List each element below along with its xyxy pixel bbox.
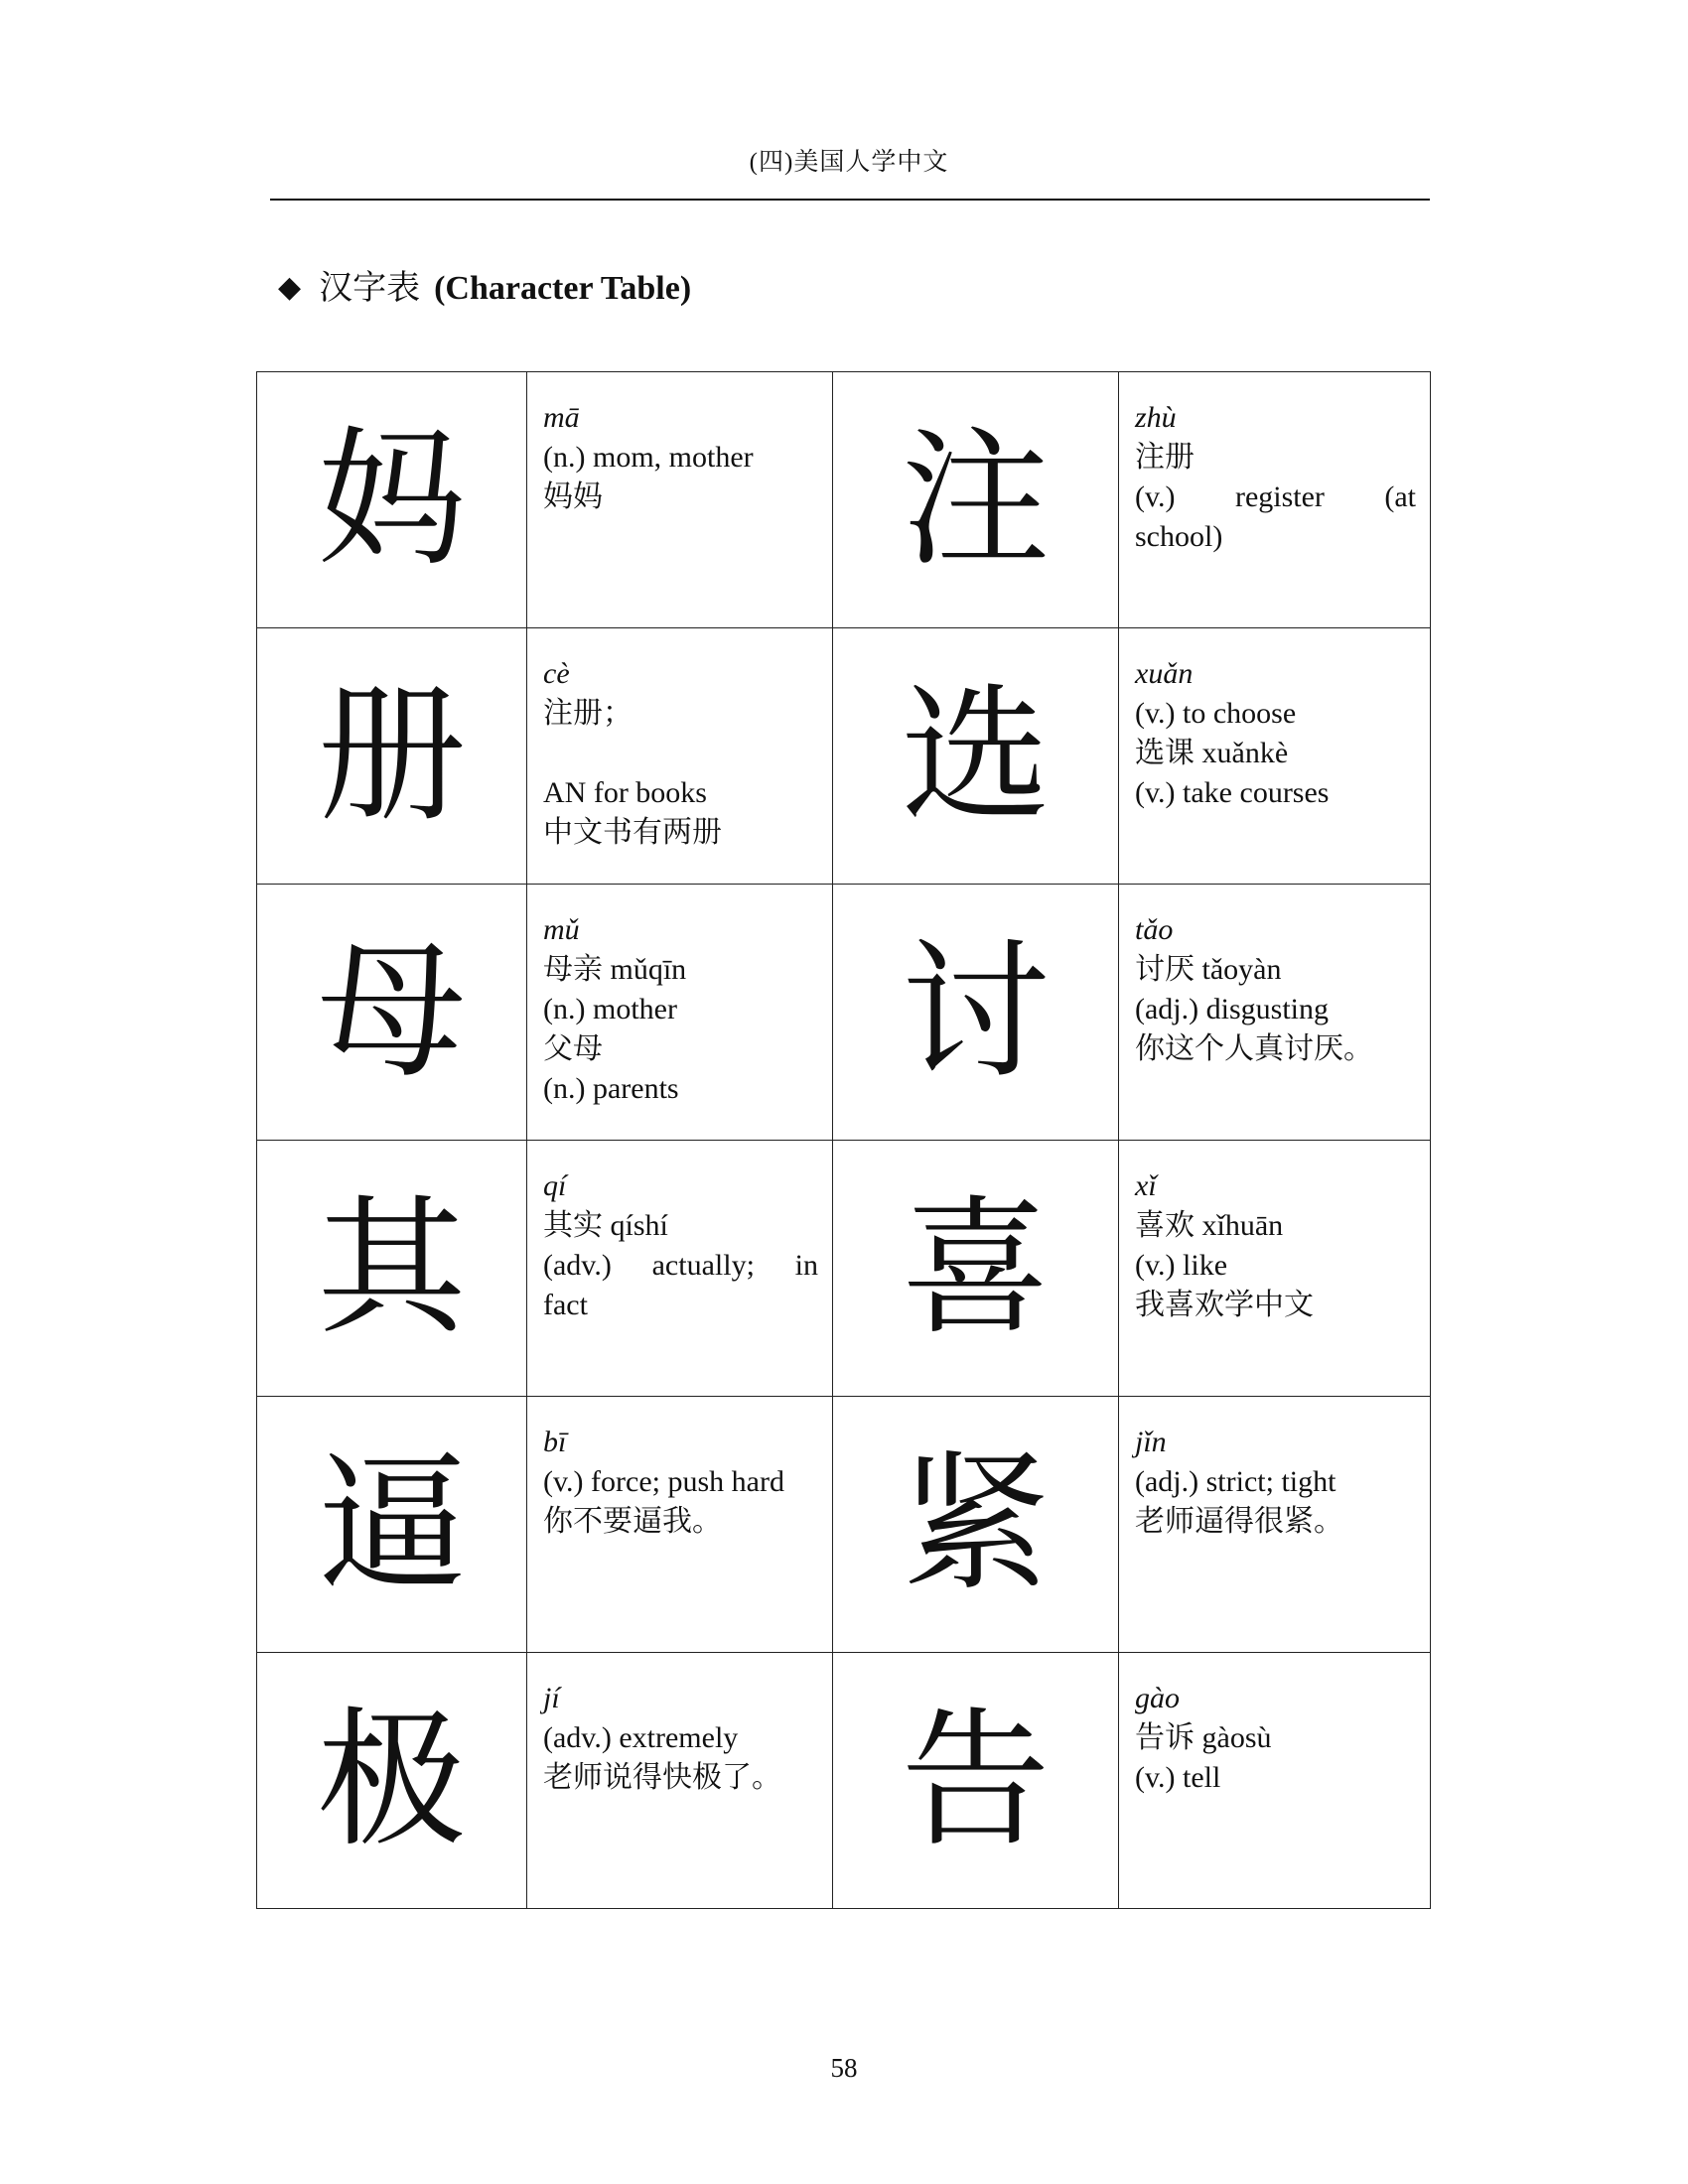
definition-line: 老师逼得很紧。	[1135, 1505, 1343, 1538]
pinyin: gào	[1135, 1682, 1180, 1714]
large-character: 注	[901, 413, 1051, 587]
large-character: 喜	[901, 1181, 1051, 1355]
pinyin: zhù	[1135, 401, 1177, 434]
definition-cell	[527, 1141, 833, 1397]
large-character: 母	[317, 925, 467, 1099]
definition-line: 其实 qíshí	[543, 1209, 668, 1242]
table-row	[257, 372, 1431, 628]
char-cell	[257, 372, 527, 628]
definition-cell	[1119, 628, 1431, 885]
large-character: 告	[901, 1694, 1051, 1867]
definition-line: (n.) mother	[543, 993, 677, 1025]
pinyin: jǐn	[1135, 1426, 1167, 1458]
definition-cell	[1119, 885, 1431, 1141]
definition-line: (v.) force; push hard	[543, 1465, 784, 1498]
char-cell	[257, 1141, 527, 1397]
definition-line: 父母	[543, 1032, 603, 1065]
definition-line: (v.) to choose	[1135, 697, 1297, 730]
definition-line: 选课 xuǎnkè	[1135, 737, 1289, 769]
definition-line: (v.) register (at	[1135, 480, 1416, 513]
pinyin: cè	[543, 657, 570, 690]
definition-line: 讨厌 tǎoyàn	[1135, 953, 1282, 986]
diamond-icon: ◆	[278, 271, 302, 304]
pinyin: xǐ	[1135, 1169, 1157, 1202]
definition-cell	[1119, 1653, 1431, 1909]
char-cell	[257, 1397, 527, 1653]
large-character: 极	[317, 1694, 467, 1867]
definition-line: (v.) take courses	[1135, 776, 1330, 809]
definition-cell	[1119, 1141, 1431, 1397]
definition-line: 老师说得快极了。	[543, 1761, 781, 1794]
pinyin: qí	[543, 1169, 567, 1202]
section-heading	[278, 260, 691, 309]
char-cell	[257, 885, 527, 1141]
definition-line: (v.) like	[1135, 1249, 1228, 1282]
definition-line: 你这个人真讨厌。	[1135, 1032, 1373, 1065]
definition-line: AN for books	[543, 776, 707, 809]
char-cell	[257, 1653, 527, 1909]
header-rule	[270, 199, 1430, 201]
pinyin: xuǎn	[1135, 657, 1194, 690]
definition-line: 注册	[1135, 441, 1195, 474]
definition-line: fact	[543, 1289, 588, 1321]
char-cell	[833, 628, 1119, 885]
char-cell	[833, 1653, 1119, 1909]
definition-cell	[527, 1653, 833, 1909]
large-character: 其	[317, 1181, 467, 1355]
definition-cell	[1119, 372, 1431, 628]
definition-line: (n.) mom, mother	[543, 441, 754, 474]
page-number: 58	[830, 2053, 858, 2083]
definition-line: school)	[1135, 520, 1223, 553]
definition-line: 我喜欢学中文	[1135, 1289, 1314, 1321]
table-row	[257, 885, 1431, 1141]
definition-cell	[527, 1397, 833, 1653]
definition-line: 喜欢 xǐhuān	[1135, 1209, 1284, 1242]
char-cell	[257, 628, 527, 885]
definition-line: (v.) tell	[1135, 1761, 1221, 1794]
large-character: 讨	[901, 925, 1051, 1099]
char-cell	[833, 372, 1119, 628]
definition-cell	[527, 628, 833, 885]
definition-cell	[527, 885, 833, 1141]
definition-line: 你不要逼我。	[543, 1505, 722, 1538]
char-cell	[833, 1141, 1119, 1397]
large-character: 紧	[901, 1437, 1051, 1611]
definition-line: (n.) parents	[543, 1072, 679, 1105]
section-title-en: (Character Table)	[434, 270, 692, 307]
definition-line: (adj.) strict; tight	[1135, 1465, 1336, 1498]
large-character: 册	[317, 669, 467, 843]
section-title-zh: 汉字表	[319, 270, 421, 307]
char-cell	[833, 1397, 1119, 1653]
definition-cell	[1119, 1397, 1431, 1653]
definition-line: 妈妈	[543, 480, 603, 513]
definition-line: 中文书有两册	[543, 816, 722, 849]
pinyin: bī	[543, 1426, 567, 1458]
definition-line: 告诉 gàosù	[1135, 1721, 1272, 1754]
character-table	[256, 371, 1431, 1909]
table-row	[257, 1397, 1431, 1653]
pinyin: mā	[543, 401, 580, 434]
pinyin: tǎo	[1135, 913, 1174, 946]
definition-line: (adv.) extremely	[543, 1721, 739, 1754]
large-character: 选	[901, 669, 1051, 843]
definition-line: (adv.) actually; in	[543, 1249, 818, 1282]
table-row	[257, 1653, 1431, 1909]
large-character: 妈	[317, 413, 467, 587]
pinyin: mǔ	[543, 913, 580, 946]
running-header: (四)美国人学中文	[749, 149, 949, 176]
table-row	[257, 628, 1431, 885]
definition-line: 注册；	[543, 697, 633, 730]
char-cell	[833, 885, 1119, 1141]
definition-cell	[527, 372, 833, 628]
definition-line: (adj.) disgusting	[1135, 993, 1329, 1025]
pinyin: jí	[543, 1682, 560, 1714]
table-row	[257, 1141, 1431, 1397]
definition-line: 母亲 mǔqīn	[543, 953, 687, 986]
large-character: 逼	[317, 1437, 467, 1611]
definition-line	[543, 734, 818, 773]
